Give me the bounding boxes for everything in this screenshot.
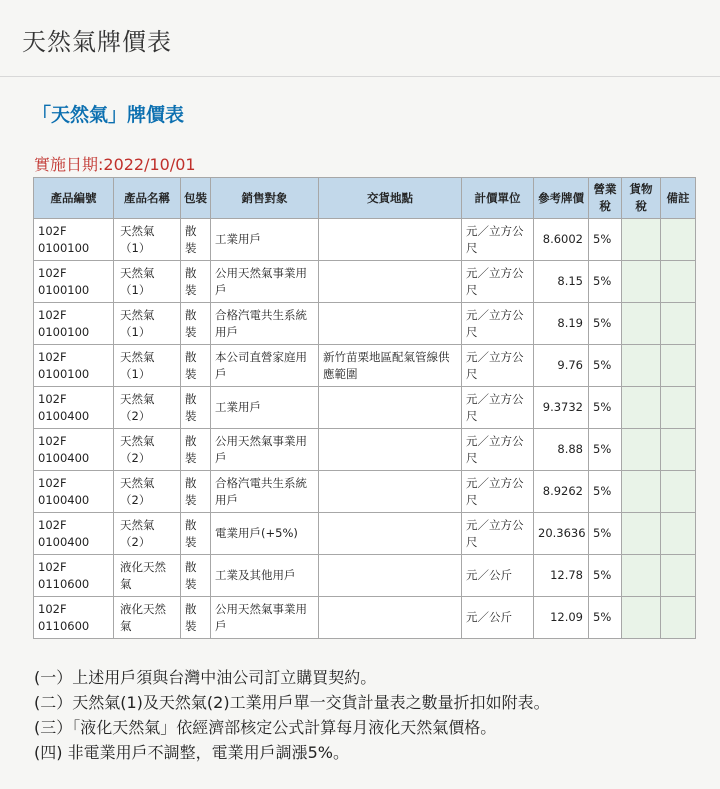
cell-price: 8.19 [534, 303, 589, 345]
cell-place [319, 471, 462, 513]
cell-tax: 5% [589, 429, 622, 471]
table-row [34, 471, 696, 513]
cell-code: 102F 0100400 [34, 387, 114, 429]
cell-code: 102F 0100400 [34, 513, 114, 555]
header-code: 產品編號 [34, 178, 114, 219]
cell-note [661, 555, 696, 597]
cell-goods-tax [622, 261, 661, 303]
cell-target: 本公司直營家庭用戶 [211, 345, 319, 387]
cell-goods-tax [622, 513, 661, 555]
cell-target: 合格汽電共生系統用戶 [211, 303, 319, 345]
table-row [34, 429, 696, 471]
cell-note [661, 597, 696, 639]
cell-pack: 散裝 [181, 261, 211, 303]
cell-unit: 元／立方公尺 [462, 387, 534, 429]
cell-goods-tax [622, 219, 661, 261]
price-table [33, 177, 696, 639]
cell-goods-tax [622, 303, 661, 345]
cell-unit: 元／立方公尺 [462, 345, 534, 387]
cell-place: 新竹苗栗地區配氣管線供應範圍 [319, 345, 462, 387]
table-row [34, 219, 696, 261]
cell-target: 工業及其他用戶 [211, 555, 319, 597]
cell-name: 天然氣（2） [114, 429, 181, 471]
note-item: (一）上述用戶須與台灣中油公司訂立購買契約。 [34, 668, 377, 687]
cell-goods-tax [622, 387, 661, 429]
cell-goods-tax [622, 429, 661, 471]
cell-unit: 元／公斤 [462, 555, 534, 597]
cell-name: 天然氣（2） [114, 471, 181, 513]
cell-target: 公用天然氣事業用戶 [211, 261, 319, 303]
cell-note [661, 513, 696, 555]
note-item: (三）「液化天然氣」依經濟部核定公式計算每月液化天然氣價格。 [34, 718, 497, 737]
cell-place [319, 597, 462, 639]
cell-target: 合格汽電共生系統用戶 [211, 471, 319, 513]
notes-list [34, 665, 550, 765]
cell-target: 電業用戶(+5%) [211, 513, 319, 555]
cell-price: 9.76 [534, 345, 589, 387]
header-goods-tax: 貨物稅 [622, 178, 661, 219]
header-name: 產品名稱 [114, 178, 181, 219]
table-row [34, 261, 696, 303]
cell-unit: 元／立方公尺 [462, 219, 534, 261]
cell-name: 液化天然氣 [114, 597, 181, 639]
cell-name: 天然氣（1） [114, 303, 181, 345]
cell-note [661, 429, 696, 471]
cell-tax: 5% [589, 597, 622, 639]
cell-pack: 散裝 [181, 219, 211, 261]
cell-goods-tax [622, 345, 661, 387]
cell-pack: 散裝 [181, 555, 211, 597]
cell-unit: 元／立方公尺 [462, 471, 534, 513]
cell-unit: 元／立方公尺 [462, 261, 534, 303]
cell-note [661, 261, 696, 303]
cell-pack: 散裝 [181, 429, 211, 471]
cell-name: 天然氣（2） [114, 387, 181, 429]
cell-price: 9.3732 [534, 387, 589, 429]
cell-name: 天然氣（1） [114, 345, 181, 387]
cell-target: 公用天然氣事業用戶 [211, 597, 319, 639]
cell-tax: 5% [589, 219, 622, 261]
cell-goods-tax [622, 471, 661, 513]
cell-pack: 散裝 [181, 471, 211, 513]
cell-note [661, 345, 696, 387]
table-row [34, 345, 696, 387]
note-item: (二）天然氣(1)及天然氣(2)工業用戶單一交貨計量表之數量折扣如附表。 [34, 693, 550, 712]
cell-code: 102F 0110600 [34, 555, 114, 597]
cell-note [661, 219, 696, 261]
header-target: 銷售對象 [211, 178, 319, 219]
cell-tax: 5% [589, 471, 622, 513]
cell-price: 8.9262 [534, 471, 589, 513]
page-header [0, 0, 720, 77]
header-unit: 計價單位 [462, 178, 534, 219]
cell-tax: 5% [589, 513, 622, 555]
cell-price: 12.09 [534, 597, 589, 639]
cell-target: 工業用戶 [211, 387, 319, 429]
cell-unit: 元／立方公尺 [462, 303, 534, 345]
cell-goods-tax [622, 555, 661, 597]
cell-place [319, 219, 462, 261]
note-item: (四) 非電業用戶不調整，電業用戶調漲5%。 [34, 743, 349, 762]
table-row [34, 387, 696, 429]
cell-name: 天然氣（1） [114, 219, 181, 261]
table-row [34, 513, 696, 555]
cell-tax: 5% [589, 261, 622, 303]
cell-code: 102F 0100100 [34, 219, 114, 261]
cell-pack: 散裝 [181, 387, 211, 429]
cell-price: 12.78 [534, 555, 589, 597]
cell-code: 102F 0100400 [34, 429, 114, 471]
cell-code: 102F 0100100 [34, 345, 114, 387]
cell-code: 102F 0100100 [34, 261, 114, 303]
cell-price: 20.3636 [534, 513, 589, 555]
cell-note [661, 303, 696, 345]
cell-name: 液化天然氣 [114, 555, 181, 597]
page-title: 天然氣牌價表 [22, 28, 172, 56]
cell-target: 工業用戶 [211, 219, 319, 261]
cell-pack: 散裝 [181, 345, 211, 387]
table-header-row [34, 178, 696, 219]
cell-pack: 散裝 [181, 597, 211, 639]
cell-unit: 元／公斤 [462, 597, 534, 639]
cell-note [661, 471, 696, 513]
cell-pack: 散裝 [181, 303, 211, 345]
cell-code: 102F 0100400 [34, 471, 114, 513]
cell-place [319, 261, 462, 303]
cell-pack: 散裝 [181, 513, 211, 555]
cell-place [319, 429, 462, 471]
header-place: 交貨地點 [319, 178, 462, 219]
header-tax: 營業稅 [589, 178, 622, 219]
table-row [34, 597, 696, 639]
cell-tax: 5% [589, 303, 622, 345]
table-row [34, 303, 696, 345]
cell-price: 8.88 [534, 429, 589, 471]
cell-tax: 5% [589, 345, 622, 387]
cell-price: 8.15 [534, 261, 589, 303]
header-pack: 包裝 [181, 178, 211, 219]
cell-price: 8.6002 [534, 219, 589, 261]
cell-target: 公用天然氣事業用戶 [211, 429, 319, 471]
cell-code: 102F 0110600 [34, 597, 114, 639]
cell-unit: 元／立方公尺 [462, 429, 534, 471]
cell-unit: 元／立方公尺 [462, 513, 534, 555]
cell-tax: 5% [589, 555, 622, 597]
cell-name: 天然氣（2） [114, 513, 181, 555]
cell-place [319, 513, 462, 555]
header-note: 備註 [661, 178, 696, 219]
cell-code: 102F 0100100 [34, 303, 114, 345]
table-row [34, 555, 696, 597]
cell-note [661, 387, 696, 429]
section-title: 「天然氣」牌價表 [32, 104, 185, 126]
cell-place [319, 303, 462, 345]
cell-goods-tax [622, 597, 661, 639]
cell-place [319, 555, 462, 597]
cell-name: 天然氣（1） [114, 261, 181, 303]
cell-tax: 5% [589, 387, 622, 429]
effective-date: 實施日期:2022/10/01 [34, 155, 196, 174]
header-price: 參考牌價 [534, 178, 589, 219]
cell-place [319, 387, 462, 429]
